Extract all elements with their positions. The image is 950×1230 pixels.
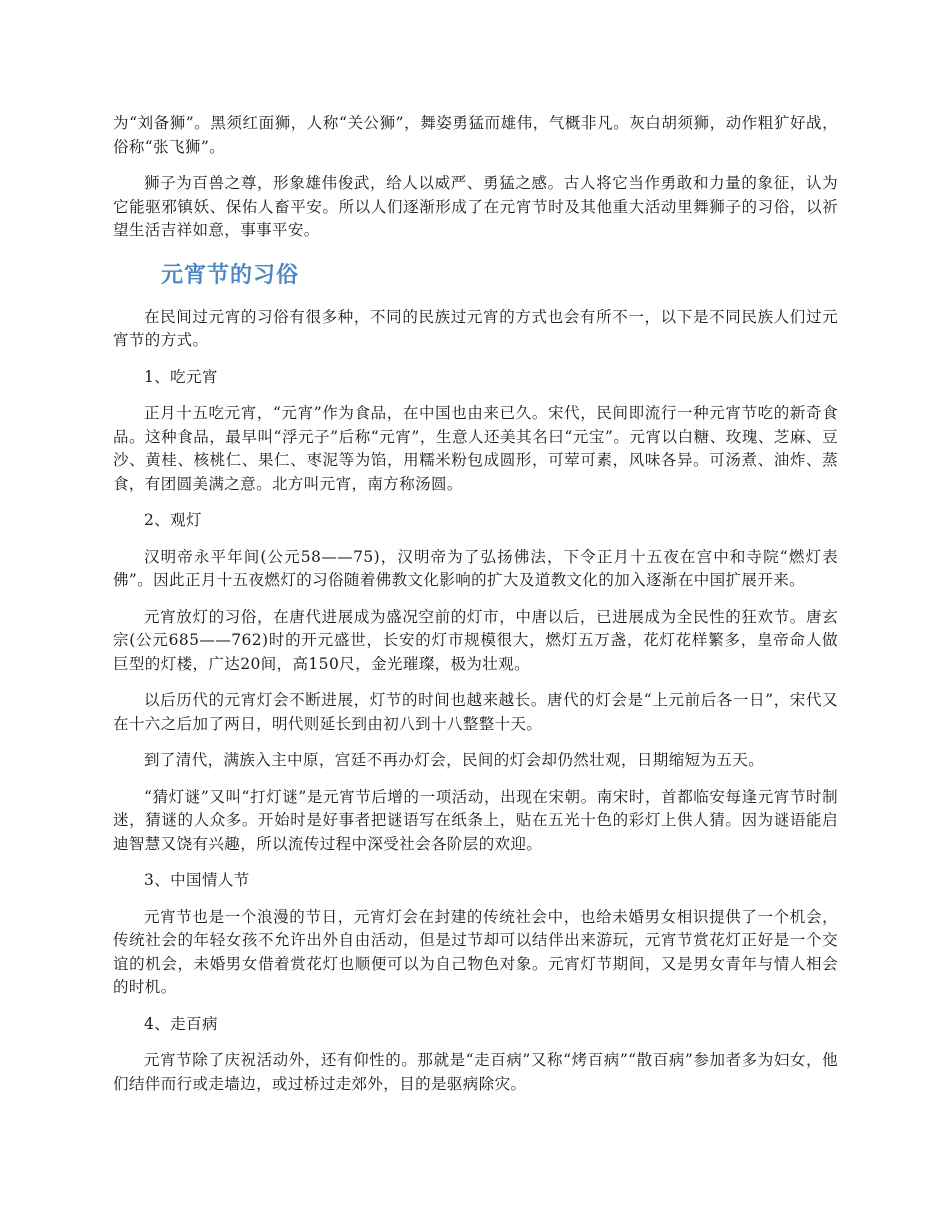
item-title-valentines: 3、中国情人节 bbox=[144, 871, 250, 889]
paragraph-lanterns-later: 以后历代的元宵灯会不断进展，灯节的时间也越来越长。唐代的灯会是“上元前后各一日”，宋代又在十六之后加了两日，明代则延长到由初八到十八整整十天。 bbox=[113, 691, 838, 733]
paragraph-lantern-riddles: “猜灯谜”又叫“打灯谜”是元宵节后增的一项活动，出现在宋朝。南宋时，首都临安每逢元宵节时制迷，猜谜的人众多。开始时是好事者把谜语写在纸条上，贴在五光十色的彩灯上供人猜。因为谜语能启迪智慧又饶有兴趣，所以流传过程中深受社会各阶层的欢迎。 bbox=[113, 787, 838, 853]
paragraph-eat-yuanxiao: 正月十五吃元宵，“元宵”作为食品，在中国也由来已久。宋代，民间即流行一种元宵节吃的新奇食品。这种食品，最早叫“浮元子”后称“元宵”，生意人还美其名曰“元宝”。元宵以白糖、玫瑰、芝麻、豆沙、黄桂、核桃仁、果仁、枣泥等为馅，用糯米粉包成圆形，可荤可素，风味各异。可汤煮、油炸、蒸食，有团圆美满之意。北方叫元宵，南方称汤圆。 bbox=[113, 404, 838, 493]
item-title-eat-yuanxiao: 1、吃元宵 bbox=[144, 367, 218, 386]
paragraph-intro: 在民间过元宵的习俗有很多种，不同的民族过元宵的方式也会有所不一，以下是不同民族人们过元宵节的方式。 bbox=[113, 307, 838, 349]
section-heading: 元宵节的习俗 bbox=[161, 262, 300, 288]
paragraph-lanterns-qing: 到了清代，满族入主中原，宫廷不再办灯会，民间的灯会却仍然壮观，日期缩短为五天。 bbox=[144, 751, 765, 769]
paragraph-valentines: 元宵节也是一个浪漫的节日，元宵灯会在封建的传统社会中，也给未婚男女相识提供了一个机会，传统社会的年轻女孩不允许出外自由活动，但是过节却可以结伴出来游玩，元宵节赏花灯正好是一个交谊的机会，未婚男女借着赏花灯也顺便可以为自己物色对象。元宵灯节期间，又是男女青年与情人相会的时机。 bbox=[113, 907, 838, 996]
paragraph-lion-types: 为“刘备狮”。黑须红面狮，人称“关公狮”，舞姿勇猛而雄伟，气概非凡。灰白胡须狮，动作粗犷好战，俗称“张飞狮”。 bbox=[113, 114, 838, 156]
paragraph-lanterns-han: 汉明帝永平年间(公元58——75)，汉明帝为了弘扬佛法，下令正月十五夜在宫中和寺院“燃灯表佛”。因此正月十五夜燃灯的习俗随着佛教文化影响的扩大及道教文化的加入逐渐在中国扩展开来。 bbox=[113, 547, 838, 589]
item-title-lanterns: 2、观灯 bbox=[144, 511, 202, 529]
item-title-walk-away-illness: 4、走百病 bbox=[144, 1014, 218, 1033]
document-page bbox=[113, 112, 838, 1109]
paragraph-walk-away-illness: 元宵节除了庆祝活动外，还有仰性的。那就是“走百病”又称“烤百病”“散百病”参加者多为妇女，他们结伴而行或走墙边，或过桥过走郊外，目的是驱病除灾。 bbox=[113, 1051, 838, 1093]
paragraph-lanterns-tang: 元宵放灯的习俗，在唐代进展成为盛况空前的灯市，中唐以后，已进展成为全民性的狂欢节。唐玄宗(公元685——762)时的开元盛世，长安的灯市规模很大，燃灯五万盏，花灯花样繁多，皇帝命人做巨型的灯楼，广达20间，高150尺，金光璀璨，极为壮观。 bbox=[113, 607, 838, 673]
paragraph-lion-symbol: 狮子为百兽之尊，形象雄伟俊武，给人以威严、勇猛之感。古人将它当作勇敢和力量的象征，认为它能驱邪镇妖、保佑人畜平安。所以人们逐渐形成了在元宵节时及其他重大活动里舞狮子的习俗，以祈望生活吉祥如意，事事平安。 bbox=[113, 174, 838, 239]
